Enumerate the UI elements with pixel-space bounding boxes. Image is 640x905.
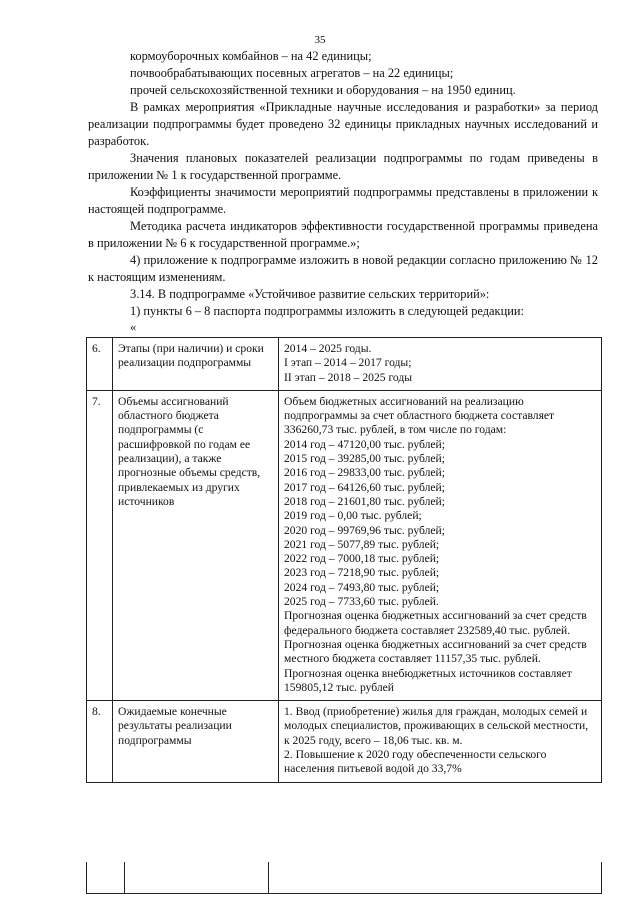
paragraph: 4) приложение к подпрограмме изложить в новой редакции согласно приложению № 12 к настоящим изменениям. (88, 253, 598, 284)
content-line: II этап – 2018 – 2025 годы (284, 370, 413, 384)
content-line: 2023 год – 7218,90 тыс. рублей; (284, 566, 440, 580)
table-continuation-border (86, 862, 87, 894)
paragraph: Методика расчета индикаторов эффективности государственной программы приведена в приложении № 6 к государственной программе.»; (88, 219, 598, 250)
content-line: Объем бюджетных ассигнований на реализацию подпрограммы за счет областного бюджета составляет 336260,73 тыс. рублей, в том числе по годам: (284, 394, 555, 437)
row-content (279, 390, 602, 700)
table-continuation-rule (86, 893, 602, 894)
content-line: 2017 год – 64126,60 тыс. рублей; (284, 480, 445, 494)
paragraph: почвообрабатывающих посевных агрегатов – на 22 единицы; (130, 66, 454, 80)
row-number: 6. (87, 338, 113, 391)
content-line: 2014 год – 47120,00 тыс. рублей; (284, 437, 445, 451)
content-line: 2016 год – 29833,00 тыс. рублей; (284, 466, 445, 480)
paragraph: 3.14. В подпрограмме «Устойчивое развитие сельских территорий»: (130, 287, 490, 301)
content-line: 2024 год – 7493,80 тыс. рублей; (284, 580, 440, 594)
document-body (88, 48, 598, 334)
content-line: 2. Повышение к 2020 году обеспеченности сельского населения питьевой водой до 33,7% (284, 748, 547, 776)
table-continuation-border (268, 862, 269, 894)
content-line: 2020 год – 99769,96 тыс. рублей; (284, 523, 445, 537)
row-number: 7. (87, 390, 113, 700)
row-number: 8. (87, 701, 113, 782)
content-line: Прогнозная оценка бюджетных ассигнований за счет средств местного бюджета составляет 11157,35 тыс. рублей. (284, 637, 587, 666)
table-row (87, 701, 602, 782)
table-continuation-border (601, 862, 602, 894)
content-line: 2021 год – 5077,89 тыс. рублей; (284, 537, 440, 551)
row-name: Ожидаемые конечные результаты реализации подпрограммы (113, 701, 279, 782)
row-content (279, 701, 602, 782)
content-line: I этап – 2014 – 2017 годы; (284, 356, 412, 370)
content-line: 2015 год – 39285,00 тыс. рублей; (284, 452, 445, 466)
paragraph: 1) пункты 6 – 8 паспорта подпрограммы изложить в следующей редакции: (130, 304, 524, 318)
opening-quote: « (130, 320, 137, 334)
paragraph: Значения плановых показателей реализации подпрограммы по годам приведены в приложении № 1 к государственной программе. (88, 151, 598, 182)
paragraph: В рамках мероприятия «Прикладные научные исследования и разработки» за период реализации подпрограммы будет проведено 32 единицы прикладных научных исследований и разработок. (88, 100, 598, 148)
subprogram-passport-table (86, 337, 602, 783)
row-name: Объемы ассигнований областного бюджета подпрограммы (с расшифровкой по годам ее реализации), а также прогнозные объемы средств, привлекаемых из других источников (113, 390, 279, 700)
paragraph: прочей сельскохозяйственной техники и оборудования – на 1950 единиц. (130, 83, 516, 97)
content-line: 1. Ввод (приобретение) жилья для граждан, молодых семей и молодых специалистов, проживающих в сельской местности, к 2025 году, всего – 18,06 тыс. кв. м. (284, 705, 589, 747)
paragraph: кормоуборочных комбайнов – на 42 единицы; (130, 49, 372, 63)
table-continuation-border (124, 862, 125, 894)
content-line: Прогнозная оценка внебюджетных источников составляет 159805,12 тыс. рублей (284, 666, 572, 694)
content-line: 2022 год – 7000,18 тыс. рублей; (284, 552, 440, 566)
content-line: 2019 год – 0,00 тыс. рублей; (284, 509, 422, 523)
page-number: 35 (314, 34, 326, 46)
content-line: 2018 год – 21601,80 тыс. рублей; (284, 494, 445, 508)
table-row (87, 390, 602, 700)
content-line: 2014 – 2025 годы. (284, 342, 372, 355)
row-content (279, 338, 602, 391)
content-line: Прогнозная оценка бюджетных ассигнований за счет средств федерального бюджета составляет 232589,40 тыс. рублей. (284, 609, 587, 637)
table-row (87, 338, 602, 391)
paragraph: Коэффициенты значимости мероприятий подпрограммы представлены в приложении к настоящей подпрограмме. (88, 185, 598, 216)
row-name: Этапы (при наличии) и сроки реализации подпрограммы (113, 338, 279, 391)
content-line: 2025 год – 7733,60 тыс. рублей. (284, 595, 439, 609)
